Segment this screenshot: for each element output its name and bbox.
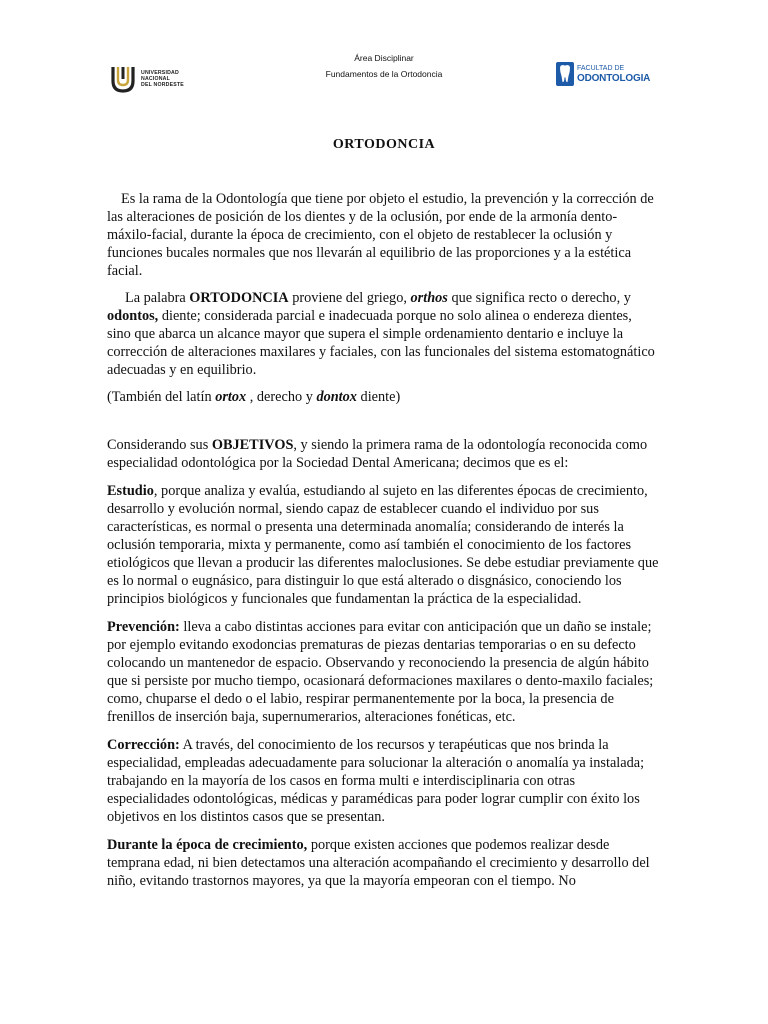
document-body [107,190,659,890]
term-ortodoncia: ORTODONCIA [189,290,289,306]
header-subject: Fundamentos de la Ortodoncia [325,69,443,79]
unne-shield-icon [110,64,136,94]
paragraph-estudio: Estudio, porque analiza y evalúa, estudiando al sujeto en las diferentes épocas de crecimiento, desarrollo y evolución normal, siendo capaz de establecer cuando el individuo por sus características, es normal o presenta una determinada anomalía; considerando de interés la oclusión temporaria, mixta y permanente, como así también el conocimiento de los factores etiológicos que llevan a producir las diferentes maloclusiones. Se debe estudiar previamente que es lo normal o eugnásico, para distinguir lo que está alterado o disgnásico, conociendo los principios biológicos y funcionales que fundamentan la práctica de la especialidad. [107,483,659,607]
term-estudio: Estudio [107,483,154,499]
header-area: Área Disciplinar [354,53,414,63]
term-crecimiento: Durante la época de crecimiento, [107,837,308,853]
term-correccion: Corrección: [107,737,180,753]
odontologia-tooth-icon [556,62,574,86]
odontologia-logo-text: FACULTAD DE ODONTOLOGIA [577,64,651,84]
term-prevencion: Prevención: [107,619,180,635]
paragraph-objetivos: Considerando sus OBJETIVOS, y siendo la primera rama de la odontología reconocida como especialidad odontológica por la Sociedad Dental Americana; decimos que es el: [107,437,648,471]
odontologia-logo [556,62,650,86]
unne-logo-text: UNIVERSIDAD NACIONAL DEL NORDESTE [141,70,184,88]
page-title: ORTODONCIA [332,137,436,152]
paragraph-crecimiento: Durante la época de crecimiento, porque existen acciones que podemos realizar desde temprana edad, ni bien detectamos una alteración acompañando el crecimiento y desarrollo del niño, evitando trastornos mayores, ya que la mayoría empeoran con el tiempo. No [107,837,650,889]
term-objetivos: OBJETIVOS [211,437,294,453]
paragraph-etymology: La palabra ORTODONCIA proviene del griego, orthos que significa recto o derecho, y odontos, diente; considerada parcial e inadecuada porque no solo alinea o endereza dientes, sino que abarca un alcance mayor que supera el simple ordenamiento dentario e incluye la corrección de alteraciones maxilares y faciales, con las funcionales del sistema estomatognático adecuadas y en equilibrio. [107,290,655,378]
term-orthos: orthos [410,290,448,306]
unne-logo [110,64,184,94]
paragraph-definition: Es la rama de la Odontología que tiene por objeto el estudio, la prevención y la corrección de las alteraciones de posición de los dientes y de la oclusión, por ende de la armonía dento-máxilo-facial, durante la época de crecimiento, con el objeto de restablecer la oclusión y funciones bucales normales que nos llevarán al equilibrio de las proporciones y a la estética facial. [107,191,654,279]
paragraph-correccion: Corrección: A través, del conocimiento de los recursos y terapéuticas que nos brinda la especialidad, empleadas adecuadamente para solucionar la alteración o anomalía ya instalada; trabajando en la mayoría de los casos en forma multi e interdisciplinaria con otras especialidades odontológicas, médicas y paramédicas para poder lograr cumplir con éxito los objetivos en los distintos casos que se presentan. [107,737,645,825]
term-odontos: odontos, [107,308,159,324]
term-dontox: dontox [316,389,357,405]
paragraph-prevencion: Prevención: lleva a cabo distintas acciones para evitar con anticipación que un daño se instale; por ejemplo evitando exodoncias prematuras de piezas dentarias temporarias o en su defecto colocando un mantenedor de espacio. Observando y reconociendo la presencia de algún hábito que si persiste por mucho tiempo, ocasionará deformaciones maxilares o dento-maxilo faciales; como, chuparse el dedo o el labio, respirar permanentemente por la boca, la presencia de frenillos de inserción baja, supernumerarios, alteraciones fonéticas, etc. [107,619,654,725]
paragraph-latin: (También del latín ortox , derecho y dontox diente) [107,389,401,405]
term-ortox: ortox [215,389,247,405]
